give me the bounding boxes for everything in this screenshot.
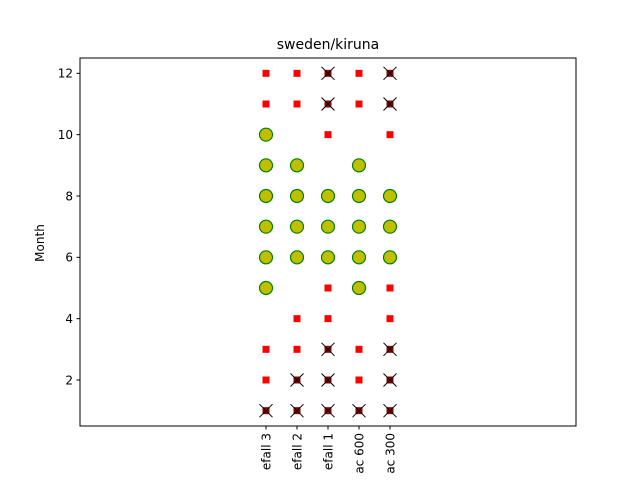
point-not-ok-3-month-3 [356, 346, 363, 353]
point-ok-3-month-5 [353, 282, 366, 295]
x-tick-label-0: efall 3 [259, 433, 274, 471]
point-ok-3-month-6 [353, 251, 366, 264]
point-ok-0-month-7 [260, 220, 273, 233]
point-not-ok-3-month-2 [356, 377, 363, 384]
point-excluded-2-month-3 [322, 343, 335, 356]
point-ok-4-month-8 [384, 190, 397, 203]
point-not-ok-1-month-12 [294, 70, 301, 77]
point-excluded-0-month-1 [260, 404, 273, 417]
point-not-ok-1-month-4 [294, 315, 301, 322]
axis-ticks [58, 67, 398, 474]
point-not-ok-2-month-4 [325, 315, 332, 322]
point-ok-2-month-8 [322, 190, 335, 203]
excluded-x-mark-0-month-1 [260, 404, 273, 417]
plot-area-frame [80, 58, 576, 426]
point-excluded-3-month-1 [353, 404, 366, 417]
x-tick-label-1: efall 2 [290, 433, 305, 471]
excluded-x-mark-2-month-1 [322, 404, 335, 417]
point-ok-4-month-7 [384, 220, 397, 233]
point-not-ok-2-month-10 [325, 131, 332, 138]
y-tick-label-6: 6 [65, 250, 73, 265]
excluded-x-mark-2-month-12 [322, 67, 335, 80]
excluded-x-mark-2-month-2 [322, 374, 335, 387]
point-not-ok-1-month-3 [294, 346, 301, 353]
point-excluded-4-month-1 [384, 404, 397, 417]
point-excluded-4-month-12 [384, 67, 397, 80]
excluded-x-mark-1-month-2 [291, 374, 304, 387]
x-tick-label-3: ac 600 [352, 433, 367, 474]
point-ok-0-month-5 [260, 282, 273, 295]
excluded-x-mark-4-month-1 [384, 404, 397, 417]
point-ok-2-month-7 [322, 220, 335, 233]
point-excluded-2-month-1 [322, 404, 335, 417]
point-ok-0-month-8 [260, 190, 273, 203]
excluded-x-mark-4-month-2 [384, 374, 397, 387]
point-not-ok-0-month-2 [263, 377, 270, 384]
point-ok-0-month-9 [260, 159, 273, 172]
excluded-x-mark-1-month-1 [291, 404, 304, 417]
y-tick-label-2: 2 [65, 373, 73, 388]
point-excluded-4-month-3 [384, 343, 397, 356]
point-not-ok-0-month-3 [263, 346, 270, 353]
point-not-ok-0-month-12 [263, 70, 270, 77]
point-ok-2-month-6 [322, 251, 335, 264]
point-excluded-2-month-12 [322, 67, 335, 80]
point-ok-4-month-6 [384, 251, 397, 264]
point-ok-1-month-7 [291, 220, 304, 233]
data-marks [260, 67, 397, 417]
point-ok-0-month-10 [260, 128, 273, 141]
y-tick-label-10: 10 [57, 127, 73, 142]
x-tick-label-2: efall 1 [321, 433, 336, 471]
y-tick-label-12: 12 [57, 66, 73, 81]
point-not-ok-0-month-11 [263, 101, 270, 108]
excluded-x-mark-4-month-12 [384, 67, 397, 80]
x-tick-label-4: ac 300 [383, 433, 398, 474]
point-excluded-2-month-2 [322, 374, 335, 387]
point-ok-1-month-9 [291, 159, 304, 172]
point-excluded-1-month-1 [291, 404, 304, 417]
y-tick-label-4: 4 [65, 311, 73, 326]
point-ok-3-month-7 [353, 220, 366, 233]
point-not-ok-4-month-4 [387, 315, 394, 322]
point-excluded-4-month-11 [384, 98, 397, 111]
excluded-x-mark-2-month-11 [322, 98, 335, 111]
y-tick-label-8: 8 [65, 189, 73, 204]
y-axis-label: Month [33, 224, 47, 262]
excluded-x-mark-3-month-1 [353, 404, 366, 417]
point-not-ok-4-month-10 [387, 131, 394, 138]
excluded-x-mark-2-month-3 [322, 343, 335, 356]
chart-title: sweden/kiruna [276, 37, 380, 53]
point-excluded-1-month-2 [291, 374, 304, 387]
excluded-x-mark-4-month-11 [384, 98, 397, 111]
point-ok-1-month-6 [291, 251, 304, 264]
point-not-ok-1-month-11 [294, 101, 301, 108]
point-not-ok-4-month-5 [387, 285, 394, 292]
point-not-ok-3-month-11 [356, 101, 363, 108]
point-excluded-4-month-2 [384, 374, 397, 387]
point-ok-0-month-6 [260, 251, 273, 264]
excluded-x-mark-4-month-3 [384, 343, 397, 356]
point-ok-1-month-8 [291, 190, 304, 203]
point-not-ok-3-month-12 [356, 70, 363, 77]
point-ok-3-month-8 [353, 190, 366, 203]
point-excluded-2-month-11 [322, 98, 335, 111]
point-not-ok-2-month-5 [325, 285, 332, 292]
point-ok-3-month-9 [353, 159, 366, 172]
